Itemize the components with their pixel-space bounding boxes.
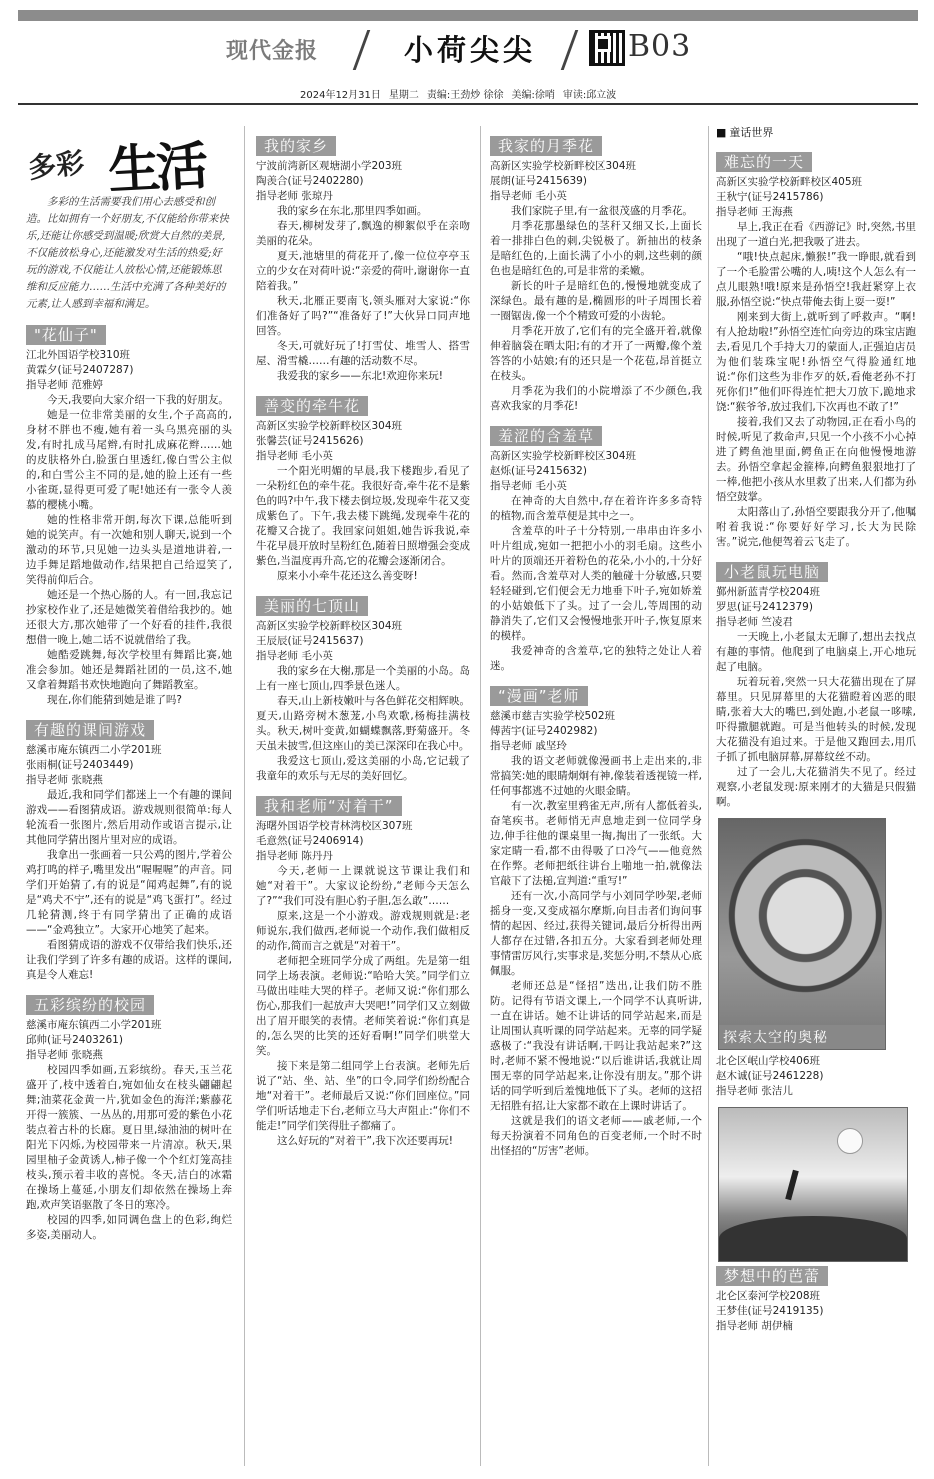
article-paragraph: 我的家乡在大榭,那是一个美丽的小岛。岛上有一座七顶山,四季景色迷人。	[256, 665, 470, 692]
proofreader: 审读:邱立波	[562, 90, 617, 101]
article-paragraph: 这就是我们的语文老师——戚老师,一个每天扮演着不同角色的百变老师,一个时不时出怪招的“厉害”老师。	[490, 1115, 702, 1157]
article-teacher: 指导老师 竺凌君	[716, 616, 793, 628]
painting-astronaut	[718, 818, 886, 1050]
article-paragraph: 春天,山上新枝嫩叶与各色鲜花交相辉映。夏天,山路旁树木葱茏,小鸟欢歌,杨梅挂满枝头。秋天,树叶变黄,如蝴蝶飘落,野菊盛开。冬天虽未披雪,但这座山的美已深深印在我心中。	[256, 695, 470, 752]
article-paragraph: 我的家乡在东北,那里四季如画。	[277, 205, 428, 217]
article-body	[26, 788, 232, 983]
article-paragraph: 她还是一个热心肠的人。有一回,我忘记抄家校作业了,还是她微笑着借给我抄的。她还很大方,那次她带了一个好看的挂件,我很想借一晚上,她二话不说就借给了我。	[26, 589, 232, 646]
painting-author: 赵木诚(证号2461228)	[716, 1070, 824, 1082]
article-author: 黄霖夕(证号2407287)	[26, 364, 134, 376]
article-title: 美丽的七顶山	[256, 596, 368, 616]
article-school: 高新区实验学校新畔校区405班	[716, 176, 863, 188]
article-teacher: 指导老师 戚坚玲	[490, 740, 567, 752]
moon-icon	[837, 1128, 863, 1154]
article-paragraph: 刚来到大街上,就听到了呼救声。“啊!有人抢劫啦!”孙悟空连忙向旁边的珠宝店跑去,看见几个手持大刀的蒙面人,正强迫店员为他们装珠宝呢!孙悟空气得脸通红地说:“你们这些为非作歹的妖,看俺老孙不打死你们!”他们吓得连忙把大刀放下,跪地求饶:“猴爷爷,放过我们,下次再也不敢了!”	[716, 311, 916, 413]
article-title: “漫画”老师	[490, 686, 588, 706]
article-school: 慈溪市慈吉实验学校502班	[490, 710, 616, 722]
article-paragraph: 我的语文老师就像漫画书上走出来的,非常搞笑:她的眼睛炯炯有神,像装着透视镜一样,任何事都逃不过她的火眼金睛。	[490, 755, 702, 797]
article-paragraph: 夏天,池塘里的荷花开了,像一位位亭亭玉立的少女在对荷叶说:“亲爱的荷叶,谢谢你一直陪着我。”	[256, 250, 470, 292]
newspaper-name: 现代金报	[226, 38, 319, 64]
article	[256, 790, 470, 1149]
article-paragraph: 老师把全班同学分成了两组。先是第一组同学上场表演。老师说:“哈哈大笑。”同学们立马做出哇哇大哭的样子。老师又说:“你们那么伤心,那我们一起放声大哭吧!”同学们又立刻做出了眉开眼笑的表情。老师笑着说:“你们真是的,怎么哭的比笑的还好看啊!”同学们哄堂大笑。	[256, 955, 470, 1057]
article	[26, 319, 232, 708]
article-paragraph: 今天,老师一上课就说这节课让我们和她“对着干”。大家议论纷纷,“老师今天怎么了?”“我们可没有胆心豹子胆,怎么敢”……	[256, 865, 470, 907]
article-teacher: 指导老师 张琼丹	[256, 190, 333, 202]
article-author: 张馨芸(证号2415626)	[256, 435, 364, 447]
article-paragraph: 太阳落山了,孙悟空要跟我分开了,他嘱咐着我说:“你要好好学习,长大为民除害。”说完,他便驾着云飞走了。	[716, 506, 916, 548]
feature-intro: 多彩的生活需要我们用心去感受和创造。比如拥有一个好朋友,不仅能给你带来快乐,还能让你感受到温暖;欣赏大自然的美景,不仅能放松身心,还能激发对生活的热爱;好玩的游戏,不仅能让人放松心情,还能锻炼思维和反应能力……生活中充满了各种美好的元素,让人感到幸福和满足。	[26, 196, 229, 310]
article-teacher: 指导老师 范雅婷	[26, 379, 103, 391]
article-title: 羞涩的含羞草	[490, 426, 602, 446]
column-4	[716, 124, 916, 1334]
painting-teacher: 指导老师 张洁儿	[716, 1085, 793, 1097]
article-body	[716, 630, 916, 810]
article-school: 慈溪市庵东镇西二小学201班	[26, 1019, 162, 1031]
article	[256, 590, 470, 784]
article-author: 张雨桐(证号2403449)	[26, 759, 134, 771]
article-title: 善变的牵牛花	[256, 396, 368, 416]
section-label: ■ 童话世界	[716, 126, 916, 140]
article-author: 赵烁(证号2415632)	[490, 465, 587, 477]
article-paragraph: 月季花为我们的小院增添了不少颜色,我喜欢我家的月季花!	[490, 385, 702, 412]
article-paragraph: 月季花那墨绿色的茎秆又细又长,上面长着一排排白色的刺,尖锐极了。新抽出的枝条是暗红色的,上面长满了小小的刺,这些刺的颜色也是暗红色的,可是非常的柔嫩。	[490, 220, 702, 277]
article-school: 江北外国语学校310班	[26, 349, 131, 361]
article-author: 罗思(证号2412379)	[716, 601, 813, 613]
article-teacher: 指导老师 毛小英	[256, 650, 333, 662]
article-paragraph: 接着,我们又去了动物园,正在看小鸟的时候,听见了救命声,只见一个小孩不小心掉进了鳄鱼池里面,鳄鱼正在向他慢慢地游去。孙悟空拿起金箍棒,向鳄鱼狠狠地打了一棒,他把小孩从水里救了出来,人们都为孙悟空鼓掌。	[716, 416, 916, 503]
article-school: 高新区实验学校新畔校区304班	[490, 450, 637, 462]
article-paragraph: 现在,你们能猜到她是谁了吗?	[47, 694, 182, 706]
article-paragraph: 今天,我要向大家介绍一下我的好朋友。	[47, 394, 229, 406]
article	[256, 390, 470, 584]
article-author: 王秋宁(证号2415786)	[716, 191, 824, 203]
article-paragraph: 原来,这是一个小游戏。游戏规则就是:老师说东,我们做西,老师说一个动作,我们做相反的动作,简而言之就是“对着干”。	[256, 910, 470, 952]
qr-code-icon	[589, 30, 625, 66]
article-paragraph: 老师还总是“怪招”迭出,让我们防不胜防。记得有节语文课上,一个同学不认真听讲,一直在讲话。她不让讲话的同学站起来,而是让周围认真听课的同学站起来。无辜的同学疑惑极了:“我没有讲话啊,干吗让我站起来?”这时,老师不紧不慢地说:“以后谁讲话,我就让周围无辜的同学站起来,让你没有朋友。”那个讲话的同学听到后羞愧地低下了头。老师的这招无招胜有招,让大家都不敢在上课时讲话了。	[490, 980, 702, 1112]
article-paragraph: 她的性格非常开朗,每次下课,总能听到她的说笑声。有一次她和别人聊天,说到一个激动的环节,只见她一边头头是道地讲着,一边手舞足蹈地做动作,结果把自己给逗笑了,笑得前仰后合。	[26, 514, 232, 586]
editor: 责编:王劲炒 徐徐	[426, 90, 504, 101]
article-body	[490, 754, 702, 1159]
article-paragraph: 我爱神奇的含羞草,它的独特之处让人着迷。	[490, 645, 702, 672]
article-author: 毛意然(证号2406914)	[256, 835, 364, 847]
feature-title	[26, 130, 232, 202]
article-body	[490, 494, 702, 674]
article-paragraph: 玩着玩着,突然一只大花猫出现在了屏幕里。只见屏幕里的大花猫瞪着凶恶的眼睛,张着大大的嘴巴,到处跑,小老鼠一哆嗦,吓得撒腿就跑。可是当他转头的时候,发现大花猫没有追过来。于是他又跑回去,用爪子抓了抓电脑屏幕,屏幕纹丝不动。	[716, 676, 916, 763]
date: 2024年12月31日	[300, 90, 381, 101]
article-paragraph: 最近,我和同学们都迷上一个有趣的课间游戏——看图猜成语。游戏规则很简单:每人轮流看一张图片,然后用动作或语言提示,让其他同学猜出图片里对应的成语。	[26, 789, 232, 846]
top-bar	[18, 10, 918, 21]
feature-title-small: 多彩	[26, 146, 86, 185]
painting-school: 北仑区泰河学校208班	[716, 1290, 821, 1302]
article	[490, 130, 702, 414]
divider	[353, 30, 371, 70]
article-title: 我和老师“对着干”	[256, 796, 402, 816]
article-author: 邱帅(证号2403261)	[26, 1034, 123, 1046]
article-paragraph: 校园的四季,如同调色盘上的色彩,绚烂多姿,美丽动人。	[26, 1214, 232, 1241]
article-body	[256, 204, 470, 384]
article-title: 我家的月季花	[490, 136, 602, 156]
article-body	[26, 1063, 232, 1243]
header-rule	[18, 103, 918, 105]
article-teacher: 指导老师 张晓燕	[26, 1049, 103, 1061]
article-paragraph: 原来小小牵牛花还这么善变呀!	[277, 570, 418, 582]
article-paragraph: 月季花开放了,它们有的完全盛开着,就像伸着脑袋在晒太阳;有的才开了一两瓣,像个羞答答的小姑娘;有的还只是一个花苞,昂首挺立在枝头。	[490, 325, 702, 382]
article-paragraph: 接下来是第二组同学上台表演。老师先后说了“站、坐、站、坐”的口令,同学们纷纷配合地“对着干”。老师最后又说:“你们回座位。”同学们听话地走下台,老师立马大声阻止:“你们不能走!”同学们笑得肚子都痛了。	[256, 1060, 470, 1132]
article-paragraph: 我们家院子里,有一盆很茂盛的月季花。	[511, 205, 693, 217]
article-teacher: 指导老师 陈丹丹	[256, 850, 333, 862]
article-body	[716, 220, 916, 550]
article-school: 高新区实验学校新畔校区304班	[256, 620, 403, 632]
article	[256, 130, 470, 384]
article-paragraph: 过了一会儿,大花猫消失不见了。经过观察,小老鼠发现:原来刚才的大猫是只假猫啊。	[716, 766, 916, 808]
article	[490, 680, 702, 1159]
article-school: 鄞州新蓝青学校204班	[716, 586, 821, 598]
article-author: 傅茜宇(证号2402982)	[490, 725, 598, 737]
article-paragraph: 这么好玩的“对着干”,我下次还要再玩!	[277, 1135, 453, 1147]
article-teacher: 指导老师 毛小英	[256, 450, 333, 462]
article-teacher: 指导老师 王海燕	[716, 206, 793, 218]
article-paragraph: “哦!快点起床,懒猴!”我一睁眼,就看到了一个毛脸雷公嘴的人,咦!这个人怎么有一点儿眼熟!哦!原来是孙悟空!我赶紧穿上衣服,孙悟空说:“快点带俺去街上耍一耍!”	[716, 251, 916, 308]
painting-caption: 梦想中的芭蕾	[716, 1266, 828, 1286]
dancer-figure	[785, 1170, 799, 1201]
article-paragraph: 她酷爱跳舞,每次学校里有舞蹈比赛,她准会参加。她还是舞蹈社团的一员,这不,她又拿着舞蹈书欢快地跑向了舞蹈教室。	[26, 649, 232, 691]
article-school: 宁波前湾新区观塘湖小学203班	[256, 160, 403, 172]
article-paragraph: 春天,柳树发芽了,飘逸的柳絮似乎在亲吻美丽的花朵。	[256, 220, 470, 247]
article-title: 小老鼠玩电脑	[716, 562, 828, 582]
column-rule	[480, 126, 481, 1466]
painting-ballet	[718, 1107, 908, 1262]
painting-caption: 探索太空的奥秘	[719, 1025, 885, 1049]
article-title: 有趣的课间游戏	[26, 720, 154, 740]
article-paragraph: 新长的叶子是暗红色的,慢慢地就变成了深绿色。最有趣的是,椭圆形的叶子周围长着一圈锯齿,像一个个精致可爱的小齿轮。	[490, 280, 702, 322]
article	[26, 714, 232, 983]
hill-shape	[719, 1216, 907, 1261]
painting-author: 王梦佳(证号2419135)	[716, 1305, 824, 1317]
article-paragraph: 我爱我的家乡——东北!欢迎你来玩!	[277, 370, 443, 382]
article-paragraph: 秋天,北雁正要南飞,领头雁对大家说:“你们准备好了吗?”“准备好了!”大伙异口同声地回答。	[256, 295, 470, 337]
article-paragraph: 校园四季如画,五彩缤纷。春天,玉兰花盛开了,枝中透着白,宛如仙女在枝头翩翩起舞;油菜花金黄一片,犹如金色的海洋;紫藤花开得一簇簇、一丛丛的,用那可爱的紫色小花装点着古朴的长廊。夏日里,绿油油的树叶在阳光下闪烁,为校园带来一片清凉。秋天,果园里柚子金黄诱人,柿子像一个个红灯笼高挂枝头,预示着丰收的喜悦。冬天,洁白的冰霜在操场上蔓延,小朋友们却依然在操场上奔跑,欢声笑语驱散了冬日的寒冷。	[26, 1064, 232, 1211]
feature-title-large: 生活	[106, 135, 206, 202]
article-teacher: 指导老师 张晓燕	[26, 774, 103, 786]
article-paragraph: 早上,我正在看《西游记》时,突然,书里出现了一道白光,把我吸了进去。	[716, 221, 916, 248]
article-body	[256, 664, 470, 784]
page-number: B03	[628, 29, 692, 64]
article-paragraph: 还有一次,小高同学与小刘同学吵架,老师摇身一变,又变成福尔摩斯,向目击者们询问事情的起因、经过,获得关键词,最后分析得出两人都存在过错,各扣五分。大家看到老师处理事情雷厉风行,实事求是,奖惩分明,不禁从心底佩服。	[490, 890, 702, 977]
article-title: 我的家乡	[256, 136, 336, 156]
dateline	[300, 86, 624, 101]
column-3	[490, 124, 702, 1159]
article	[716, 146, 916, 550]
article-school: 高新区实验学校新畔校区304班	[256, 420, 403, 432]
article	[716, 556, 916, 810]
article-school: 慈溪市庵东镇西二小学201班	[26, 744, 162, 756]
article-paragraph: 我爱这七顶山,爱这美丽的小岛,它记载了我童年的欢乐与无尽的美好回忆。	[256, 755, 470, 782]
article	[490, 420, 702, 674]
article-title: "花仙子"	[26, 325, 106, 345]
weekday: 星期二	[388, 90, 419, 101]
article-teacher: 指导老师 毛小英	[490, 480, 567, 492]
article-title: 难忘的一天	[716, 152, 812, 172]
article-paragraph: 一天晚上,小老鼠太无聊了,想出去找点有趣的事情。他爬到了电脑桌上,开心地玩起了电脑。	[716, 631, 916, 673]
article-body	[26, 393, 232, 708]
article-title: 五彩缤纷的校园	[26, 995, 154, 1015]
article-body	[256, 464, 470, 584]
article-author: 陶羡合(证号2402280)	[256, 175, 364, 187]
article-paragraph: 含羞草的叶子十分特别,一串串由许多小叶片组成,宛如一把把小小的羽毛扇。这些小叶片的顶端还开着粉色的花朵,小小的,十分好看。然而,含羞草对人类的触碰十分敏感,只要轻轻碰到,它们便会无力地垂下叶子,宛如娇羞的小姑娘低下了头。过了一会儿,等周围的动静消失了,它们又会慢慢地张开叶子,恢复原来的模样。	[490, 525, 702, 642]
article-teacher: 指导老师 毛小英	[490, 190, 567, 202]
painting-school: 北仑区岷山学校406班	[716, 1055, 821, 1067]
column-rule	[244, 126, 245, 1466]
column-2	[256, 124, 470, 1149]
column-rule	[708, 126, 709, 1466]
article-body	[256, 864, 470, 1149]
article-author: 王辰辰(证号2415637)	[256, 635, 364, 647]
article-paragraph: 我拿出一张画着一只公鸡的图片,学着公鸡打鸣的样子,嘴里发出“喔喔喔”的声音。同学们开始猜了,有的说是“闻鸡起舞”,有的说是“鸡犬不宁”,还有的说是“鸡飞蛋打”。经过几轮猜测,终于有同学猜出了正确的成语——“金鸡独立”。大家开心地笑了起来。	[26, 849, 232, 936]
article-body	[490, 204, 702, 414]
painting-teacher: 指导老师 胡伊楠	[716, 1320, 793, 1332]
divider	[561, 30, 579, 70]
article-paragraph: 一个阳光明媚的早晨,我下楼跑步,看见了一朵粉红色的牵牛花。我很好奇,牵牛花不是紫色的吗?中午,我下楼去倒垃圾,发现牵牛花又变成紫色了。下午,我去楼下跳绳,发现牵牛花的花瓣又合拢了。我回家问姐姐,她告诉我说,牵牛花早晨开放时呈粉红色,随着日照增强会变成紫色,当温度再升高,它的花瓣会逐渐闭合。	[256, 465, 470, 567]
article-paragraph: 冬天,可就好玩了!打雪仗、堆雪人、搭雪屋、滑雪橇……有趣的活动数不尽。	[256, 340, 470, 367]
page-title: 小荷尖尖	[404, 33, 537, 67]
article-paragraph: 在神奇的大自然中,存在着许许多多奇特的植物,而含羞草便是其中之一。	[490, 495, 702, 522]
article-author: 展朗(证号2415639)	[490, 175, 587, 187]
article-paragraph: 她是一位非常美丽的女生,个子高高的,身材不胖也不瘦,她有着一头乌黑亮丽的头发,有时扎成马尾辫,有时扎成麻花辫……她的皮肤格外白,脸蛋白里透红,像白雪公主似的,和白雪公主不同的是,她的脸上还有一些小雀斑,显得更可爱了呢!她还有一张令人羡慕的樱桃小嘴。	[26, 409, 232, 511]
article-paragraph: 有一次,教室里鸦雀无声,所有人都低着头,奋笔疾书。老师悄无声息地走到一位同学身边,伸手往他的课桌里一掏,掏出了一张纸。大家定睛一看,都不由得吸了口冷气——他竟然在作弊。老师把纸往讲台上啪地一拍,就像法官敲下了法槌,宣判道:“重写!”	[490, 800, 702, 887]
article-paragraph: 看图猜成语的游戏不仅带给我们快乐,还让我们学到了许多有趣的成语。这样的课间,真是令人难忘!	[26, 939, 232, 981]
designer: 美编:徐哨	[511, 90, 555, 101]
article-school: 高新区实验学校新畔校区304班	[490, 160, 637, 172]
article	[26, 989, 232, 1243]
column-1	[26, 124, 232, 1243]
article-school: 海曙外国语学校青林湾校区307班	[256, 820, 413, 832]
